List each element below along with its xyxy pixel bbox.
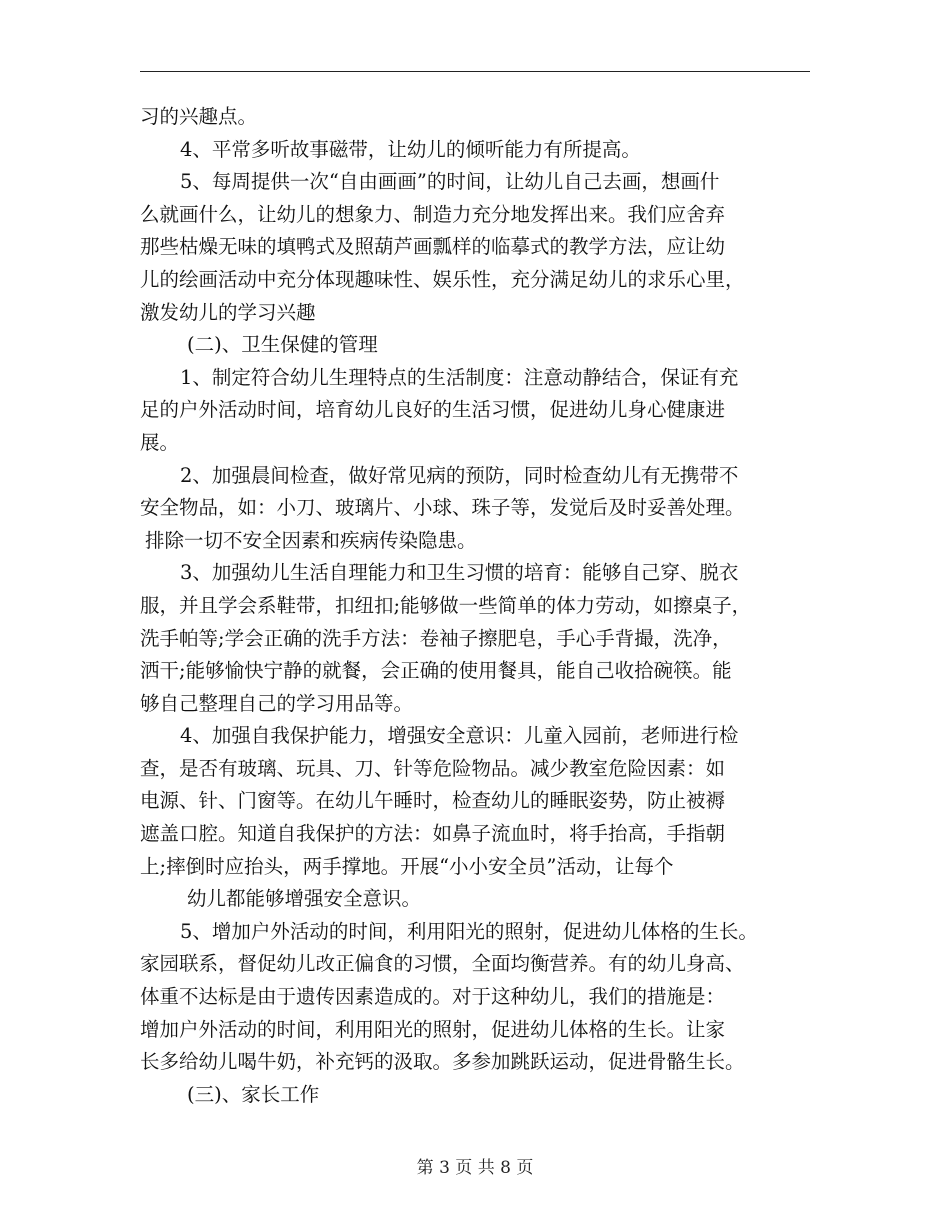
text-line: 激发幼儿的学习兴趣 (140, 300, 316, 324)
text-line: 查，是否有玻璃、玩具、刀、针等危险物品。减少教室危险因素：如 (140, 756, 726, 780)
text-line: 1、制定符合幼儿生理特点的生活制度：注意动静结合，保证有充 (180, 365, 739, 389)
text-line: 体重不达标是由于遗传因素造成的。对于这种幼儿，我们的措施是： (140, 985, 726, 1009)
text-line: 家园联系，督促幼儿改正偏食的习惯，全面均衡营养。有的幼儿身高、 (140, 952, 745, 976)
text-line: 那些枯燥无味的填鸭式及照葫芦画瓢样的临摹式的教学方法，应让幼 (140, 235, 726, 259)
text-line: 4、加强自我保护能力，增强安全意识：儿童入园前，老师进行检 (180, 724, 739, 748)
text-line: 幼儿都能够增强安全意识。 (187, 887, 422, 911)
document-body (140, 101, 830, 1111)
text-line: 上;摔倒时应抬头，两手撑地。开展“小小安全员”活动，让每个 (140, 854, 674, 878)
header-rule (140, 71, 810, 72)
text-line: 安全物品，如：小刀、玻璃片、小球、珠子等，发觉后及时妥善处理。 (140, 496, 745, 520)
page-number: 第 3 页 共 8 页 (416, 1158, 534, 1178)
text-line: 3、加强幼儿生活自理能力和卫生习惯的培育：能够自己穿、脱衣 (180, 561, 739, 585)
text-line: 5、增加户外活动的时间，利用阳光的照射，促进幼儿体格的生长。 (180, 919, 758, 943)
text-line: 排除一切不安全因素和疾病传染隐患。 (145, 528, 477, 552)
text-line: 长多给幼儿喝牛奶，补充钙的汲取。多参加跳跃运动，促进骨骼生长。 (140, 1050, 745, 1074)
text-line: 儿的绘画活动中充分体现趣味性、娱乐性，充分满足幼儿的求乐心里， (140, 267, 745, 291)
text-line: 习的兴趣点。 (140, 105, 258, 128)
text-line: 洗手帕等;学会正确的洗手方法：卷袖子擦肥皂，手心手背撮，洗净， (140, 626, 732, 650)
text-line: (二)、卫生保健的管理 (187, 333, 378, 357)
text-line: 4、平常多听故事磁带，让幼儿的倾听能力有所提高。 (180, 137, 641, 161)
text-line: 服，并且学会系鞋带，扣纽扣;能够做一些简单的体力劳动，如擦桌子， (140, 593, 752, 617)
text-line: (三)、家长工作 (187, 1082, 320, 1106)
text-line: 增加户外活动的时间，利用阳光的照射，促进幼儿体格的生长。让家 (140, 1017, 726, 1041)
text-line: 足的户外活动时间，培育幼儿良好的生活习惯，促进幼儿身心健康进 (140, 398, 726, 422)
text-line: 展。 (140, 430, 180, 454)
text-line: 洒干;能够愉快宁静的就餐，会正确的使用餐具，能自己收拾碗筷。能 (140, 659, 732, 683)
text-line: 么就画什么，让幼儿的想象力、制造力充分地发挥出来。我们应舍弃 (140, 202, 726, 226)
text-line: 5、每周提供一次“自由画画”的时间，让幼儿自己去画，想画什 (180, 170, 720, 194)
text-line: 2、加强晨间检查，做好常见病的预防，同时检查幼儿有无携带不 (180, 463, 739, 487)
text-line: 够自己整理自己的学习用品等。 (140, 691, 414, 715)
text-line: 电源、针、门窗等。在幼儿午睡时，检查幼儿的睡眠姿势，防止被褥 (140, 789, 726, 813)
text-line: 遮盖口腔。知道自我保护的方法：如鼻子流血时，将手抬高，手指朝 (140, 822, 726, 846)
